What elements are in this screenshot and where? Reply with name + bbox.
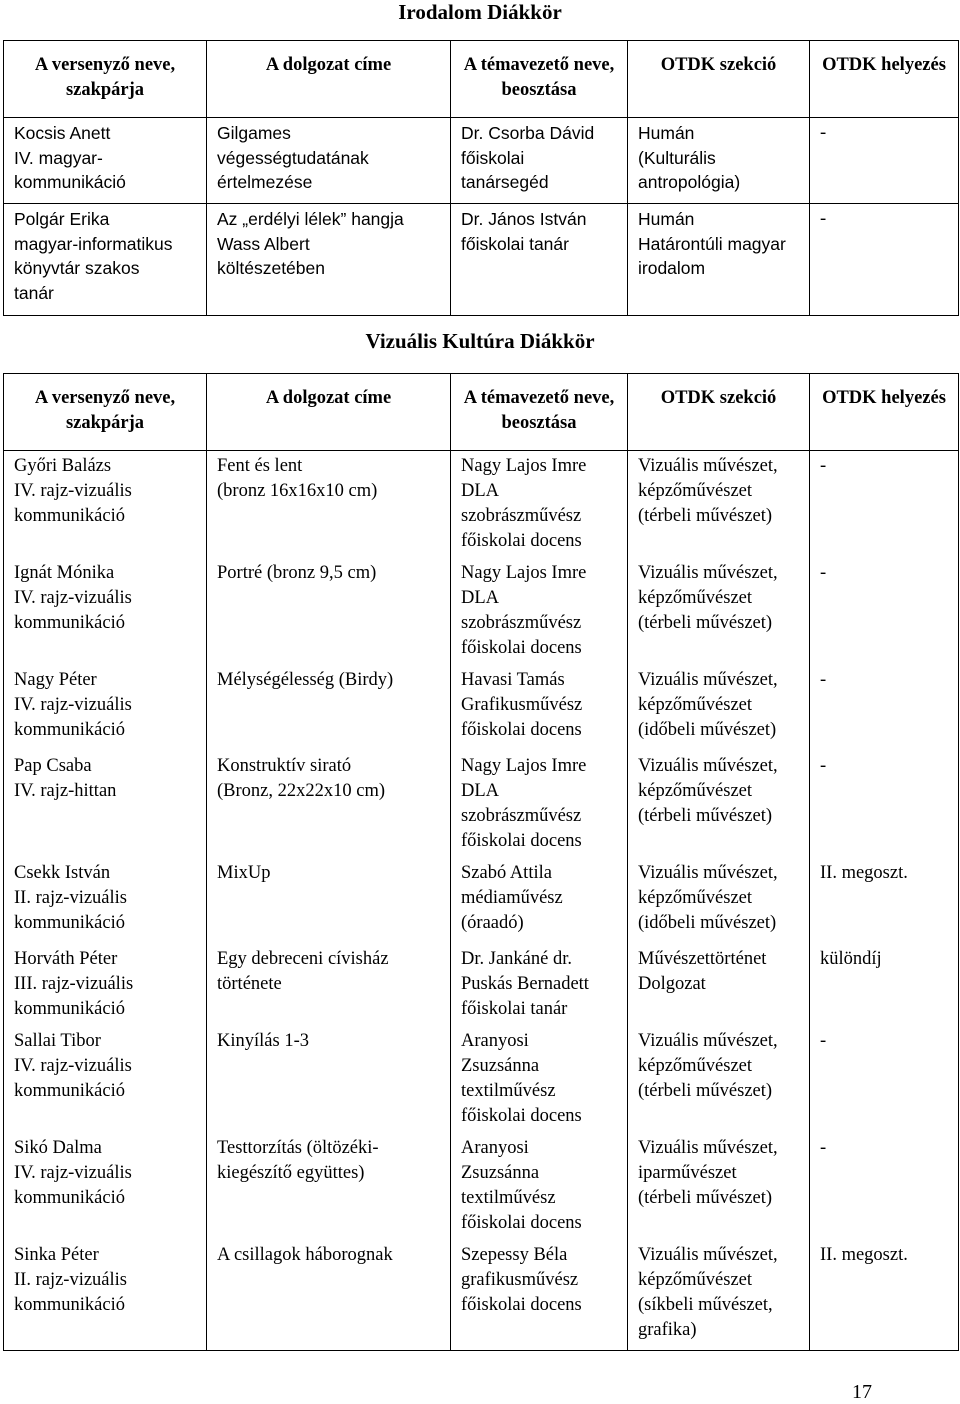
cell-line: szobrászművész	[461, 613, 582, 633]
cell-line: főiskolai tanár	[461, 999, 568, 1019]
cell-advisor	[451, 451, 628, 559]
cell-line: kommunikáció	[14, 720, 125, 740]
cell-line: kommunikáció	[14, 913, 125, 933]
cell-section	[628, 558, 810, 665]
cell-name	[4, 1133, 207, 1240]
cell-line: IV. magyar-	[14, 147, 103, 168]
cell-line: szobrászművész	[461, 506, 582, 526]
table-row	[4, 204, 959, 316]
cell-line: Vizuális művészet,	[638, 563, 778, 583]
cell-advisor	[451, 751, 628, 858]
cell-line: Nagy Lajos Imre	[461, 563, 587, 583]
cell-line: főiskolai docens	[461, 638, 582, 658]
cell-line: -	[820, 670, 827, 690]
cell-line: Dr. Csorba Dávid	[461, 123, 595, 143]
cell-work	[207, 944, 451, 1026]
header-place: OTDK helyezés	[810, 41, 959, 118]
cell-line: Aranyosi	[461, 1031, 529, 1051]
cell-advisor	[451, 1133, 628, 1240]
cell-section	[628, 944, 810, 1026]
cell-line: (térbeli művészet)	[638, 506, 773, 526]
cell-work	[207, 858, 451, 944]
cell-line: Vizuális művészet,	[638, 863, 778, 883]
cell-advisor	[451, 1240, 628, 1350]
section-title-vizualis: Vizuális Kultúra Diákkör	[365, 329, 595, 353]
cell-name	[4, 858, 207, 944]
cell-place	[810, 665, 959, 751]
cell-line: Az „erdélyi lélek” hangja	[217, 209, 404, 229]
page-number: 17	[852, 1381, 872, 1403]
header-place: OTDK helyezés	[810, 374, 959, 451]
cell-section	[628, 858, 810, 944]
table-row	[4, 1240, 959, 1350]
cell-line: Vizuális művészet,	[638, 756, 778, 776]
cell-section	[628, 1026, 810, 1133]
cell-work	[207, 1133, 451, 1240]
cell-advisor	[451, 204, 628, 316]
cell-place	[810, 1133, 959, 1240]
cell-line: Ignát Mónika	[14, 563, 115, 583]
cell-section	[628, 204, 810, 316]
cell-line: MixUp	[217, 863, 271, 883]
cell-line: (térbeli művészet)	[638, 806, 773, 826]
cell-line: Puskás Bernadett	[461, 974, 589, 994]
header-name: A versenyző neve, szakpárja	[4, 41, 207, 118]
cell-line: Portré (bronz 9,5 cm)	[217, 563, 377, 583]
cell-line: Pap Csaba	[14, 756, 92, 776]
cell-line: kiegészítő együttes)	[217, 1163, 365, 1183]
cell-line: IV. rajz-vizuális	[14, 695, 132, 715]
cell-line: IV. rajz-vizuális	[14, 1163, 132, 1183]
cell-line: (síkbeli művészet,	[638, 1295, 773, 1315]
cell-line: Dr. János István	[461, 209, 587, 229]
cell-line: -	[820, 456, 827, 476]
cell-place	[810, 1240, 959, 1350]
cell-line: Havasi Tamás	[461, 670, 565, 690]
cell-line: Vizuális művészet,	[638, 1138, 778, 1158]
cell-name	[4, 751, 207, 858]
table-row	[4, 858, 959, 944]
cell-line: Wass Albert	[217, 233, 310, 254]
table-row	[4, 751, 959, 858]
cell-line: kommunikáció	[14, 1081, 125, 1101]
cell-line: különdíj	[820, 949, 882, 969]
cell-place	[810, 1026, 959, 1133]
cell-name	[4, 1240, 207, 1350]
cell-line: II. rajz-vizuális	[14, 1270, 127, 1290]
cell-line: kommunikáció	[14, 172, 126, 192]
cell-line: (Bronz, 22x22x10 cm)	[217, 781, 386, 801]
cell-line: Vizuális művészet,	[638, 456, 778, 476]
cell-line: IV. rajz-vizuális	[14, 481, 132, 501]
section-title-irodalom: Irodalom Diákkör	[398, 0, 562, 24]
cell-line: Szepessy Béla	[461, 1245, 568, 1265]
cell-line: IV. rajz-vizuális	[14, 588, 132, 608]
cell-line: II. rajz-vizuális	[14, 888, 127, 908]
cell-line: képzőművészet	[638, 588, 753, 608]
cell-line: kommunikáció	[14, 999, 125, 1019]
cell-section	[628, 118, 810, 204]
cell-line: DLA	[461, 588, 500, 608]
cell-line: Csekk István	[14, 863, 111, 883]
cell-line: kommunikáció	[14, 613, 125, 633]
cell-work	[207, 1240, 451, 1350]
cell-line: Mélységélesség (Birdy)	[217, 670, 394, 690]
cell-work	[207, 204, 451, 316]
cell-line: kommunikáció	[14, 506, 125, 526]
cell-section	[628, 1133, 810, 1240]
cell-line: textilművész	[461, 1188, 556, 1208]
cell-line: Kocsis Anett	[14, 123, 111, 143]
cell-line: képzőművészet	[638, 888, 753, 908]
cell-place	[810, 944, 959, 1026]
cell-line: főiskolai docens	[461, 1295, 582, 1315]
cell-place	[810, 204, 959, 316]
cell-place	[810, 558, 959, 665]
cell-line: Nagy Lajos Imre	[461, 756, 587, 776]
cell-advisor	[451, 118, 628, 204]
cell-work	[207, 118, 451, 204]
cell-line: (térbeli művészet)	[638, 1081, 773, 1101]
cell-line: Kinyílás 1-3	[217, 1031, 309, 1051]
cell-advisor	[451, 858, 628, 944]
cell-line: grafika)	[638, 1320, 697, 1340]
cell-line: IV. rajz-hittan	[14, 781, 117, 801]
cell-line: képzőművészet	[638, 1056, 753, 1076]
table-row	[4, 451, 959, 559]
cell-line: Horváth Péter	[14, 949, 118, 969]
cell-work	[207, 665, 451, 751]
cell-advisor	[451, 1026, 628, 1133]
cell-line: kommunikáció	[14, 1188, 125, 1208]
cell-line: II. megoszt.	[820, 863, 908, 883]
cell-line: Sikó Dalma	[14, 1138, 102, 1158]
header-advisor: A témavezető neve, beosztása	[451, 374, 628, 451]
cell-line: Polgár Erika	[14, 209, 110, 229]
cell-line: iparművészet	[638, 1163, 737, 1183]
cell-name	[4, 558, 207, 665]
cell-line: textilművész	[461, 1081, 556, 1101]
cell-line: -	[820, 209, 827, 229]
cell-line: Humán	[638, 123, 695, 143]
cell-section	[628, 1240, 810, 1350]
cell-line: Dr. Jankáné dr.	[461, 949, 572, 969]
cell-place	[810, 751, 959, 858]
cell-line: irodalom	[638, 258, 706, 278]
cell-name	[4, 944, 207, 1026]
cell-line: Grafikusművész	[461, 695, 583, 715]
cell-section	[628, 665, 810, 751]
cell-line: (térbeli művészet)	[638, 613, 773, 633]
cell-line: értelmezése	[217, 172, 313, 192]
cell-name	[4, 665, 207, 751]
cell-line: Vizuális művészet,	[638, 1245, 778, 1265]
cell-line: tanársegéd	[461, 172, 549, 192]
cell-advisor	[451, 665, 628, 751]
cell-place	[810, 451, 959, 559]
cell-line: magyar-informatikus	[14, 233, 173, 254]
cell-line: főiskolai docens	[461, 720, 582, 740]
cell-line: (óraadó)	[461, 913, 524, 933]
table-row	[4, 665, 959, 751]
cell-line: Fent és lent	[217, 456, 303, 476]
cell-line: főiskolai docens	[461, 1213, 582, 1233]
cell-line: főiskolai docens	[461, 1106, 582, 1126]
cell-line: Humán	[638, 209, 695, 229]
cell-advisor	[451, 558, 628, 665]
table-row	[4, 558, 959, 665]
cell-line: képzőművészet	[638, 695, 753, 715]
cell-line: szobrászművész	[461, 806, 582, 826]
header-work: A dolgozat címe	[207, 41, 451, 118]
cell-work	[207, 751, 451, 858]
table-row	[4, 118, 959, 204]
cell-line: Zsuzsánna	[461, 1056, 540, 1076]
cell-line: könyvtár szakos	[14, 258, 140, 278]
cell-line: -	[820, 1031, 827, 1051]
cell-name	[4, 204, 207, 316]
cell-work	[207, 451, 451, 559]
cell-line: főiskolai docens	[461, 831, 582, 851]
table-row	[4, 1133, 959, 1240]
cell-section	[628, 451, 810, 559]
cell-line: (bronz 16x16x10 cm)	[217, 481, 378, 501]
cell-line: grafikusművész	[461, 1270, 579, 1290]
cell-line: képzőművészet	[638, 781, 753, 801]
cell-line: kommunikáció	[14, 1295, 125, 1315]
cell-place	[810, 858, 959, 944]
cell-line: -	[820, 1138, 827, 1158]
cell-line: Nagy Lajos Imre	[461, 456, 587, 476]
cell-advisor	[451, 944, 628, 1026]
cell-name	[4, 1026, 207, 1133]
header-section: OTDK szekció	[628, 374, 810, 451]
header-name: A versenyző neve, szakpárja	[4, 374, 207, 451]
cell-line: IV. rajz-vizuális	[14, 1056, 132, 1076]
cell-line: DLA	[461, 481, 500, 501]
cell-line: Sallai Tibor	[14, 1031, 101, 1051]
cell-work	[207, 558, 451, 665]
cell-line: főiskolai docens	[461, 531, 582, 551]
table-vizualis	[3, 373, 959, 1351]
header-work: A dolgozat címe	[207, 374, 451, 451]
cell-line: Gilgames	[217, 123, 291, 143]
cell-line: Vizuális művészet,	[638, 1031, 778, 1051]
cell-line: -	[820, 123, 827, 143]
cell-line: Zsuzsánna	[461, 1163, 540, 1183]
cell-line: (Kulturális	[638, 147, 716, 168]
cell-line: Vizuális művészet,	[638, 670, 778, 690]
cell-name	[4, 118, 207, 204]
cell-line: Sinka Péter	[14, 1245, 99, 1265]
cell-line: antropológia)	[638, 172, 741, 192]
cell-line: Szabó Attila	[461, 863, 552, 883]
cell-section	[628, 751, 810, 858]
header-advisor: A témavezető neve, beosztása	[451, 41, 628, 118]
cell-line: Aranyosi	[461, 1138, 529, 1158]
cell-work	[207, 1026, 451, 1133]
cell-line: képzőművészet	[638, 481, 753, 501]
cell-line: médiaművész	[461, 888, 563, 908]
cell-line: (időbeli művészet)	[638, 913, 777, 933]
cell-line: -	[820, 563, 827, 583]
cell-line: Győri Balázs	[14, 456, 112, 476]
cell-line: Művészettörténet	[638, 949, 767, 969]
cell-line: A csillagok háborognak	[217, 1245, 393, 1265]
table-irodalom	[3, 40, 959, 316]
cell-line: (térbeli művészet)	[638, 1188, 773, 1208]
cell-line: -	[820, 756, 827, 776]
cell-line: Dolgozat	[638, 974, 706, 994]
cell-line: képzőművészet	[638, 1270, 753, 1290]
cell-line: DLA	[461, 781, 500, 801]
cell-line: Testtorzítás (öltözéki-	[217, 1138, 379, 1158]
cell-line: Határontúli magyar	[638, 233, 786, 254]
cell-line: (időbeli művészet)	[638, 720, 777, 740]
cell-line: története	[217, 974, 282, 994]
table-row	[4, 944, 959, 1026]
cell-place	[810, 118, 959, 204]
cell-line: végességtudatának	[217, 147, 369, 168]
cell-line: Egy debreceni cívisház	[217, 949, 389, 969]
cell-line: tanár	[14, 282, 54, 303]
cell-line: Nagy Péter	[14, 670, 97, 690]
cell-line: Konstruktív sirató	[217, 756, 352, 776]
cell-line: főiskolai	[461, 147, 525, 168]
cell-line: III. rajz-vizuális	[14, 974, 134, 994]
table-row	[4, 1026, 959, 1133]
cell-name	[4, 451, 207, 559]
header-section: OTDK szekció	[628, 41, 810, 118]
cell-line: II. megoszt.	[820, 1245, 908, 1265]
cell-line: költészetében	[217, 258, 325, 278]
cell-line: főiskolai tanár	[461, 233, 569, 254]
